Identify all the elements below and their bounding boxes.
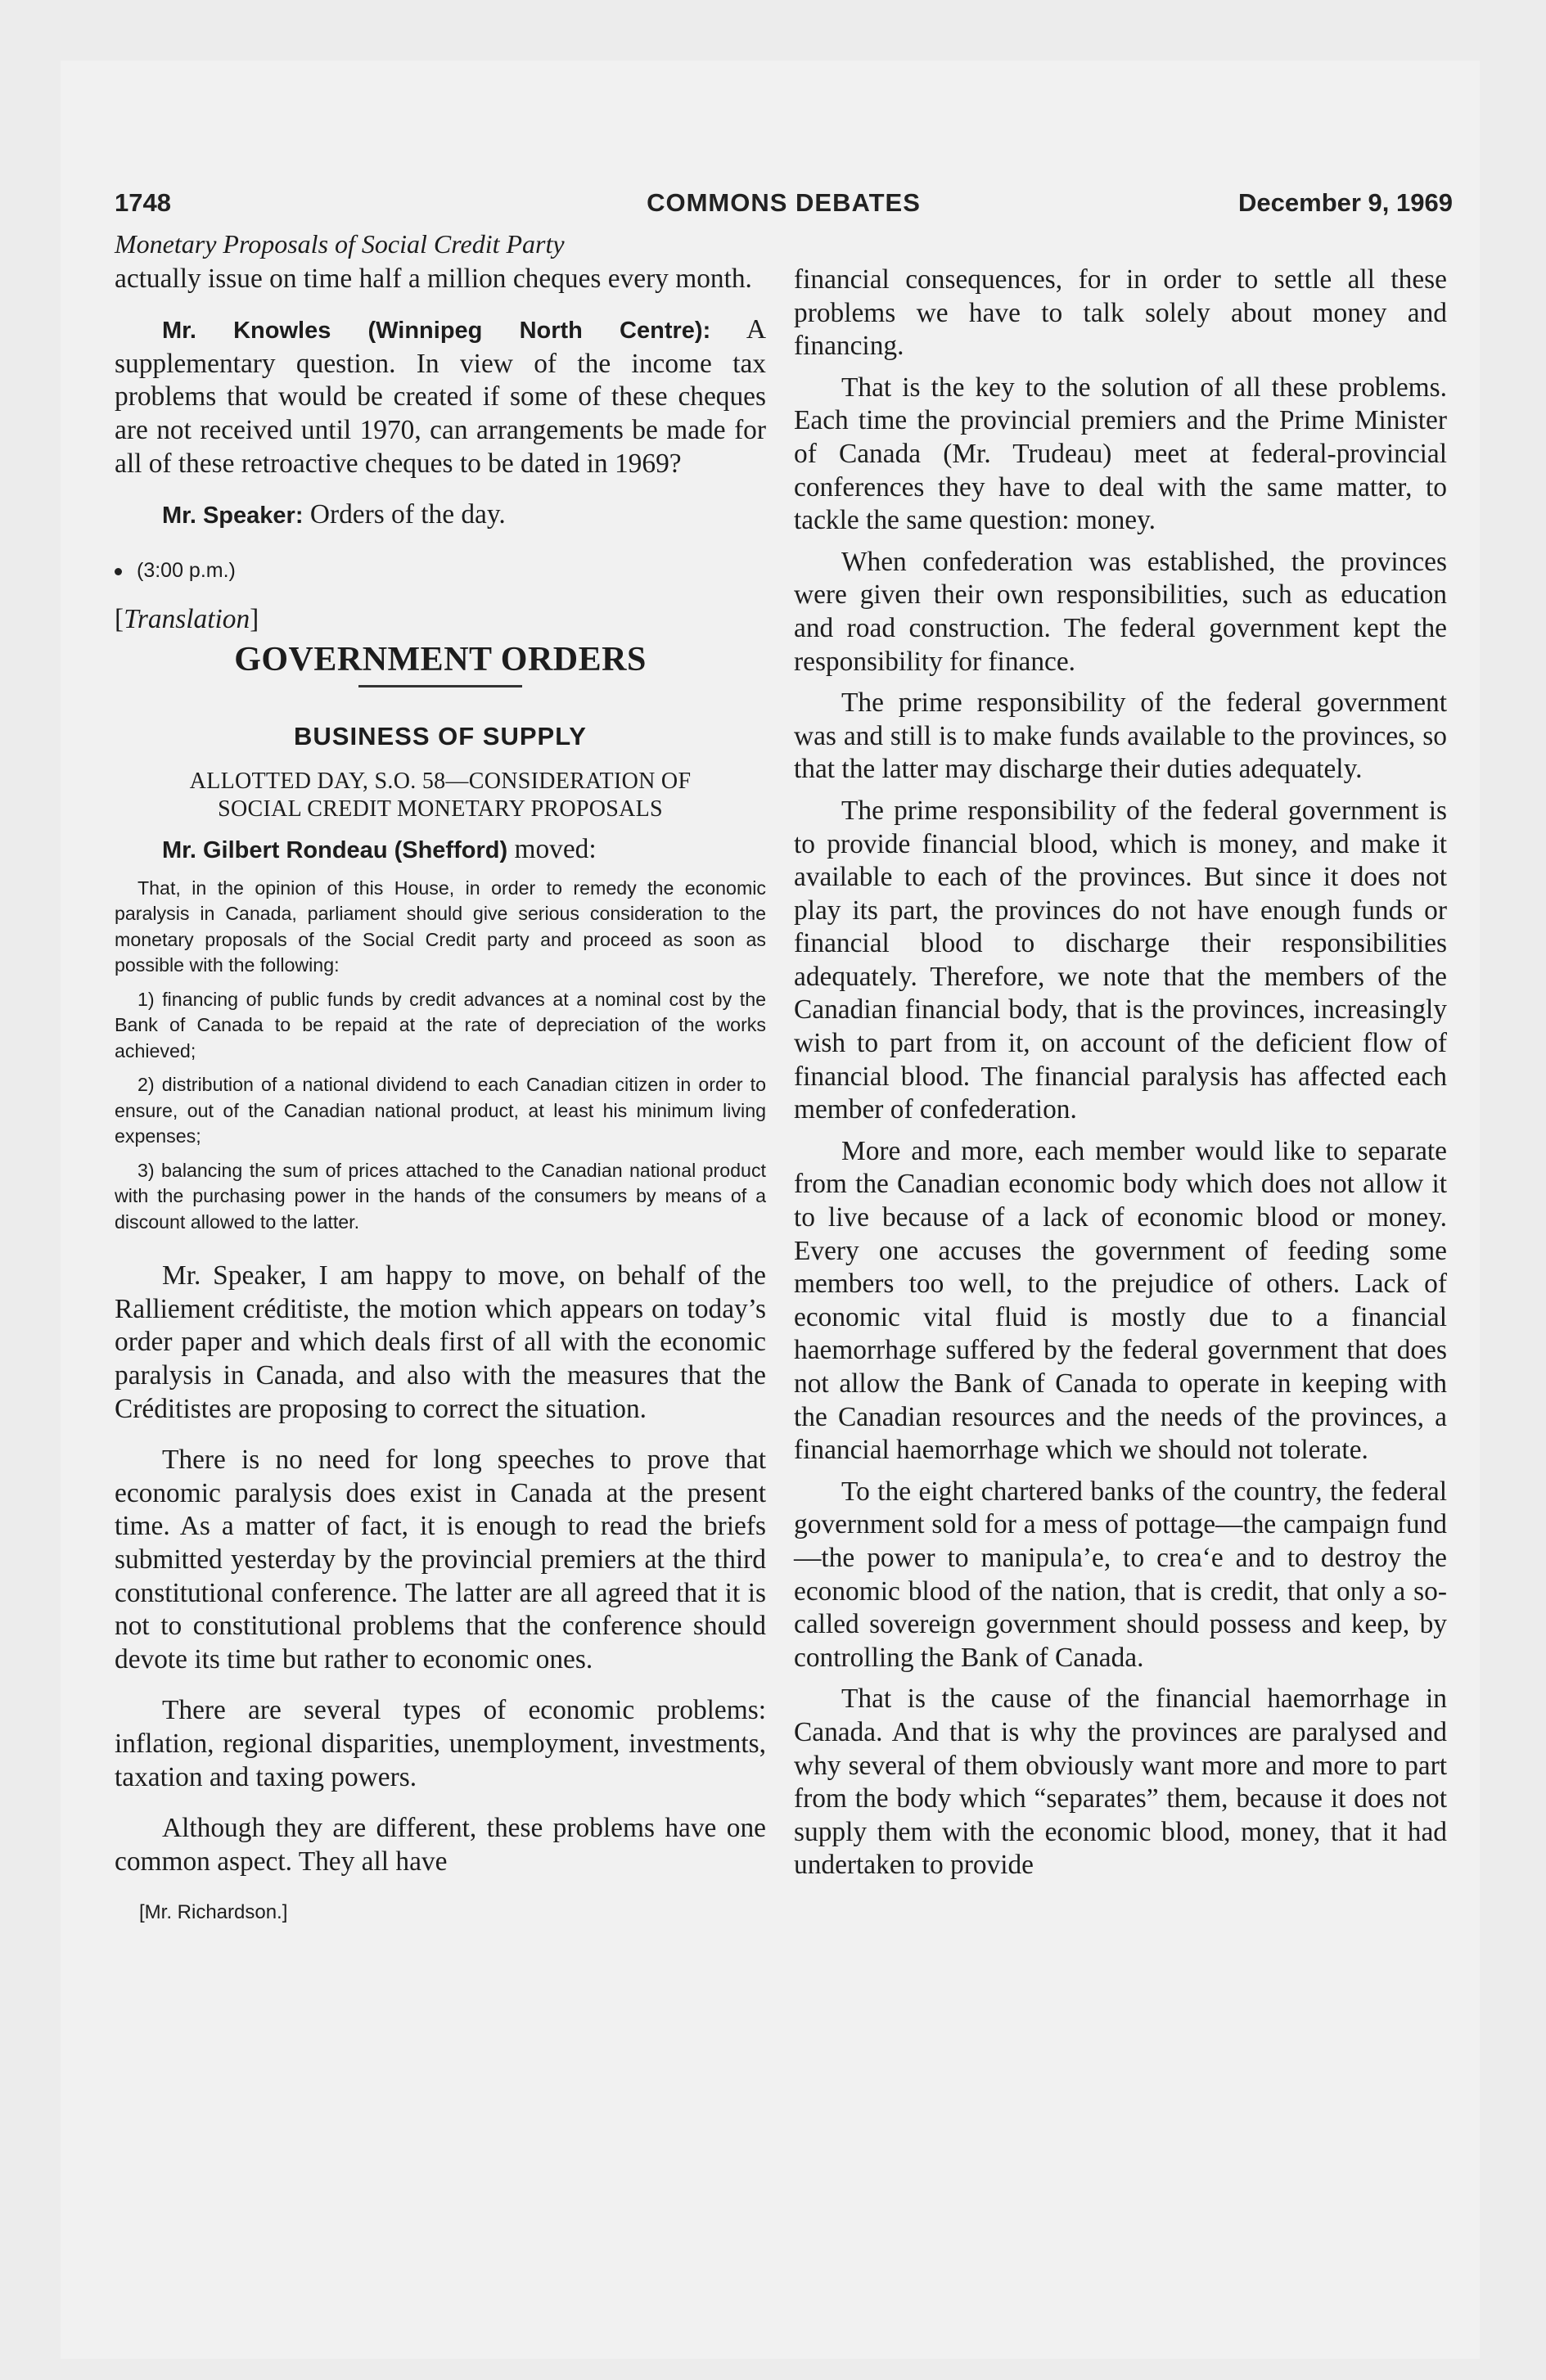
section-heading: GOVERNMENT ORDERS [234, 640, 647, 678]
mover-paragraph [115, 833, 766, 868]
knowles-paragraph [115, 313, 766, 480]
body-paragraph: That is the key to the solution of all these problems. Each time the provincial premiers and the Prime Minister of Canada (Mr. Trudeau) meet at federal-provincial conferences they have to deal with the same matter, to tackle the same question: money. [794, 372, 1447, 536]
right-column [794, 264, 1447, 1882]
translation-note: [Translation] [115, 604, 259, 635]
body-paragraph: When confederation was established, the provinces were given their own responsibilities, such as education and road construction. The federal government kept the responsibility for finance. [794, 546, 1447, 677]
time-stamp [115, 554, 766, 588]
bullet-icon [115, 568, 122, 575]
motion-text [115, 876, 766, 1236]
subsection-heading: BUSINESS OF SUPPLY [294, 721, 587, 751]
body-paragraph: The prime responsibility of the federal government was and still is to make funds available to the provinces, so that the latter may discharge their duties adequately. [794, 687, 1447, 785]
speech-text: Orders of the day. [309, 499, 506, 530]
translation-text: Translation [124, 604, 250, 635]
motion-paragraph: 1) financing of public funds by credit advances at a nominal cost by the Bank of Canada to be repaid at the rate of depreciation of the works achieved; [115, 988, 766, 1062]
speech-text: moved: [514, 834, 597, 865]
body-paragraph: Mr. Speaker, I am happy to move, on behalf of the Ralliement créditiste, the motion which appears on today’s order paper and which deals first of all with the economic paralysis in Canada, and also with the measures that the Créditistes are proposing to correct the situation. [115, 1260, 766, 1424]
body-paragraph: The prime responsibility of the federal government is to provide financial blood, which is money, and make it available to each of the provinces. But since it does not play its part, the provinces do not have enough funds or financial blood to discharge their responsibilities adequately. Therefore, we note that the members of the Canadian financial body, that is the provinces, increasingly wish to part from it, on account of the deficient flow of financial blood. The financial paralysis has affected each member of confederation. [794, 795, 1447, 1125]
continued-paragraph: actually issue on time half a million cheques every month. [115, 263, 752, 294]
speaker-paragraph [115, 498, 766, 533]
attribution: [Mr. Richardson.] [139, 1901, 288, 1924]
speaker-name: Mr. Knowles (Winnipeg North Centre): [162, 318, 711, 345]
page-number: 1748 [115, 188, 171, 217]
allotted-day-heading [115, 768, 766, 823]
speaker-name: Mr. Speaker: [162, 503, 304, 530]
allotted-line: SOCIAL CREDIT MONETARY PROPOSALS [218, 796, 663, 823]
speaker-name: Mr. Gilbert Rondeau (Shefford) [162, 837, 508, 864]
motion-paragraph: 2) distribution of a national dividend to each Canadian citizen in order to ensure, out of the Canadian national product, at least his minimum living expenses; [115, 1074, 766, 1147]
speech-text: A supplementary question. In view of the income tax problems that would be created if some of these cheques are not received until 1970, can arrangements be made for all of these retroactive cheques to be dated in 1969? [115, 314, 766, 479]
continued-paragraph: financial consequences, for in order to settle all these problems we have to talk solely about money and financing. [794, 264, 1447, 362]
allotted-line: ALLOTTED DAY, S.O. 58—CONSIDERATION OF [189, 769, 692, 795]
time-stamp-text: (3:00 p.m.) [137, 558, 236, 582]
body-paragraph: To the eight chartered banks of the country, the federal government sold for a mess of pottage—the campaign fund—the power to manipula’e, to crea‘e and to destroy the economic blood of the nation, that is credit, that only a so-called sovereign government should possess and keep, by controlling the Bank of Canada. [794, 1476, 1447, 1673]
page-date: December 9, 1969 [1238, 188, 1453, 217]
running-head: Monetary Proposals of Social Credit Party [115, 229, 565, 259]
page-header [115, 188, 1453, 221]
motion-paragraph: 3) balancing the sum of prices attached to the Canadian national product with the purchasing power in the hands of the consumers by means of a discount allowed to the latter. [115, 1159, 766, 1233]
body-paragraph: That is the cause of the financial haemorrhage in Canada. And that is why the provinces are paralysed and why several of them obviously want more and more to part from the body which “separates” them, because it does not supply them with the economic blood, money, that it had undertaken to provide [794, 1684, 1447, 1881]
body-paragraph: There are several types of economic problems: inflation, regional disparities, unemployment, investments, taxation and taxing powers. [115, 1695, 766, 1792]
body-paragraph: There is no need for long speeches to prove that economic paralysis does exist in Canada at the present time. As a matter of fact, it is enough to read the briefs submitted yesterday by the provincial premiers at the third constitutional conference. The latter are all agreed that it is not to constitutional problems that the conference should devote its time but rather to economic ones. [115, 1445, 766, 1675]
left-column [115, 228, 766, 1930]
motion-paragraph: That, in the opinion of this House, in order to remedy the economic paralysis in Canada, parliament should give serious consideration to the monetary proposals of the Social Credit party and proceed as soon as possible with the following: [115, 877, 766, 976]
body-paragraph: Although they are different, these problems have one common aspect. They all have [115, 1813, 766, 1877]
body-paragraph: More and more, each member would like to separate from the Canadian economic body which does not allow it to live because of a lack of economic blood or money. Every one accuses the government of feeding some members too well, to the prejudice of others. Lack of economic vital fluid is mostly due to a financial haemorrhage suffered by the federal government that does not allow the Bank of Canada to operate in keeping with the Canadian resources and the needs of the provinces, a financial haemorrhage which we should not tolerate. [794, 1135, 1447, 1466]
publication-title: COMMONS DEBATES [647, 188, 921, 217]
heading-rule [358, 685, 522, 687]
